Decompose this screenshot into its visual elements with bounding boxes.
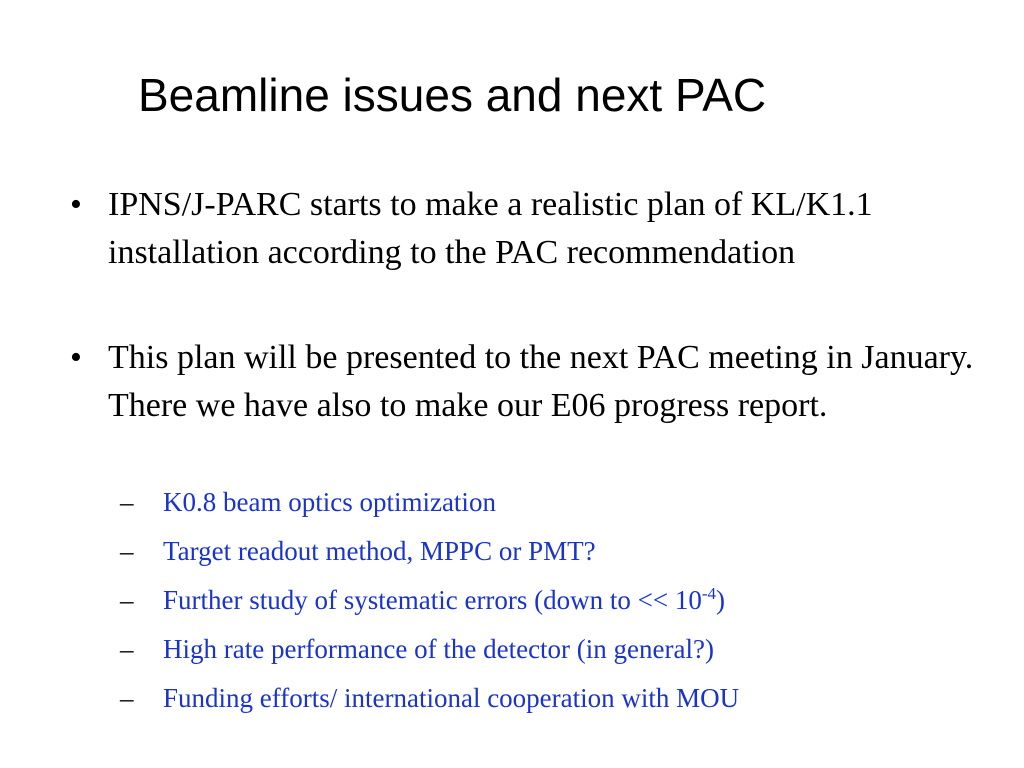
sub-item-text-main: Further study of systematic errors (down to << 10 (163, 585, 702, 615)
sub-item-marker: – (120, 634, 134, 664)
sub-item-text: Funding efforts/ international cooperation with MOU (163, 683, 740, 713)
sub-item-text (163, 583, 1000, 617)
bullet-text: This plan will be presented to the next PAC meeting in January. There we have also to make our E06 progress report. (108, 339, 974, 424)
bullet-item (70, 181, 1000, 277)
sub-item-text: High rate performance of the detector (in general?) (163, 634, 714, 664)
sub-item (120, 681, 1000, 715)
sub-item-marker: – (120, 683, 134, 713)
bullet-item (70, 334, 1000, 430)
sub-item-text: K0.8 beam optics optimization (163, 487, 496, 517)
bullet-marker: • (70, 186, 82, 223)
bullet-text: IPNS/J-PARC starts to make a realistic plan of KL/K1.1 installation according to the PAC recommendation (108, 186, 873, 271)
sub-item-superscript: -4 (701, 584, 717, 603)
sub-item-marker: – (120, 487, 134, 517)
sub-item-text: Target readout method, MPPC or PMT? (163, 536, 596, 566)
sub-item-marker: – (120, 536, 134, 566)
sub-item (120, 485, 1000, 519)
sub-item (120, 534, 1000, 568)
sub-item-marker: – (120, 585, 134, 615)
sub-item (120, 632, 1000, 666)
sub-item-text-close: ) (716, 585, 726, 615)
bullet-marker: • (70, 339, 82, 376)
sub-item (120, 583, 1000, 617)
slide-title: Beamline issues and next PAC (138, 69, 767, 121)
